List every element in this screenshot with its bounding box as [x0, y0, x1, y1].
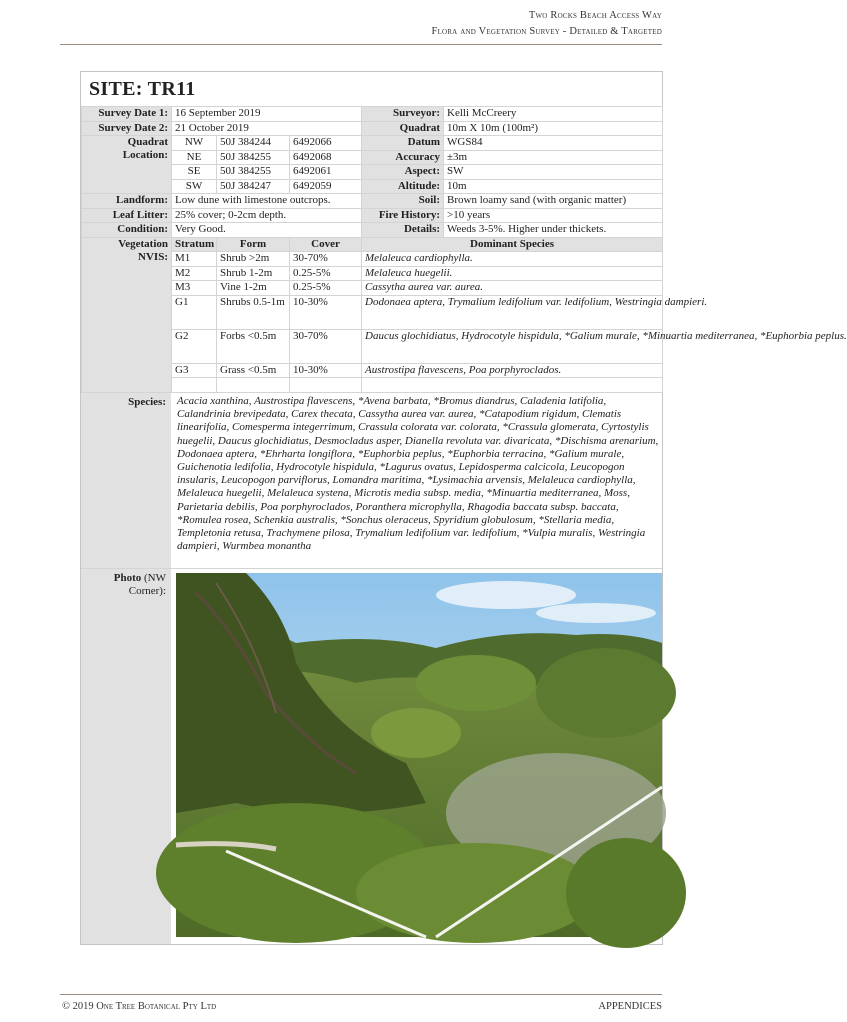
empty-cell: [362, 378, 663, 393]
leaf-litter-label: Leaf Litter:: [82, 208, 172, 223]
cover-cell: 10-30%: [290, 363, 362, 378]
fire-history: >10 years: [444, 208, 663, 223]
details-label: Details:: [362, 223, 444, 238]
location-label-line2: Location:: [122, 149, 168, 161]
form-cell: Shrub >2m: [217, 252, 290, 267]
stratum-cell: M1: [172, 252, 217, 267]
corner-northing: 6492059: [290, 179, 362, 194]
site-title: SITE: TR11: [89, 78, 196, 100]
stratum-cell: G1: [172, 295, 217, 329]
survey-date-1: 16 September 2019: [172, 107, 362, 122]
cover-cell: 0.25-5%: [290, 281, 362, 296]
dominant-species-cell: [362, 266, 663, 281]
vegetation-nvis-label: [82, 237, 172, 392]
photo-label: [81, 569, 171, 944]
cover-cell: 0.25-5%: [290, 266, 362, 281]
species-text: Melaleuca huegelii.: [365, 266, 453, 279]
cover-cell: 10-30%: [290, 295, 362, 329]
stratum-cell: G3: [172, 363, 217, 378]
surveyor-label: Surveyor:: [362, 107, 444, 122]
dominant-species-cell: [362, 281, 663, 296]
vegetation-label-line2: NVIS:: [138, 250, 168, 263]
photo-section: [81, 568, 662, 944]
species-section: [81, 392, 662, 568]
surveyor: Kelli McCreery: [444, 107, 663, 122]
condition-label: Condition:: [82, 223, 172, 238]
fire-history-label: Fire History:: [362, 208, 444, 223]
header-report-title: Flora and Vegetation Survey - Detailed & Targeted: [431, 26, 662, 37]
altitude-label: Altitude:: [362, 179, 444, 194]
footer-copyright: © 2019 One Tree Botanical Pty Ltd: [62, 1001, 217, 1012]
leaf-litter: 25% cover; 0-2cm depth.: [172, 208, 362, 223]
soil: Brown loamy sand (with organic matter): [444, 194, 663, 209]
condition: Very Good.: [172, 223, 362, 238]
soil-label: Soil:: [362, 194, 444, 209]
accuracy-label: Accuracy: [362, 150, 444, 165]
empty-cell: [217, 378, 290, 393]
species-text: Melaleuca cardiophylla.: [365, 252, 473, 264]
header-divider: [60, 44, 662, 45]
corner-pos: SE: [172, 165, 217, 180]
footer-section-name: APPENDICES: [598, 1001, 662, 1012]
aspect-label: Aspect:: [362, 165, 444, 180]
form-cell: Grass <0.5m: [217, 363, 290, 378]
empty-cell: [172, 378, 217, 393]
dominant-species-cell: [362, 252, 663, 267]
vegetation-label-line1: Vegetation: [118, 237, 168, 250]
quadrat-label: Quadrat: [362, 121, 444, 136]
corner-easting: 50J 384247: [217, 179, 290, 194]
species-text: Daucus glochidiatus, Hydrocotyle hispidula, *Galium murale, *Minuartia mediterranea, *Euphorbia peplus.: [365, 329, 847, 342]
form-cell: Forbs <0.5m: [217, 329, 290, 363]
corner-pos: NE: [172, 150, 217, 165]
site-photo: [176, 573, 662, 937]
accuracy: ±3m: [444, 150, 663, 165]
landform: Low dune with limestone outcrops.: [172, 194, 362, 209]
site-sheet: [80, 71, 847, 945]
form-header: Form: [217, 237, 290, 252]
altitude: 10m: [444, 179, 663, 194]
dominant-species-cell: [362, 295, 708, 329]
survey-date-1-label: Survey Date 1:: [82, 107, 172, 122]
cover-header: Cover: [290, 237, 362, 252]
corner-easting: 50J 384255: [217, 150, 290, 165]
cover-cell: 30-70%: [290, 252, 362, 267]
stratum-cell: M2: [172, 266, 217, 281]
dominant-species-header: Dominant Species: [362, 237, 663, 252]
corner-northing: 6492066: [290, 136, 362, 151]
location-label-line1: Quadrat: [127, 136, 168, 148]
survey-date-2-label: Survey Date 2:: [82, 121, 172, 136]
running-header: [432, 8, 662, 40]
corner-pos: SW: [172, 179, 217, 194]
survey-date-2: 21 October 2019: [172, 121, 362, 136]
datum-label: Datum: [362, 136, 444, 151]
species-text: Austrostipa flavescens, Poa porphyroclados.: [365, 363, 562, 376]
quadrat-size: 10m X 10m (100m²): [444, 121, 663, 136]
form-cell: Shrub 1-2m: [217, 266, 290, 281]
header-project-title: Two Rocks Beach Access Way: [528, 10, 662, 21]
details: Weeds 3-5%. Higher under thickets.: [444, 223, 663, 238]
aspect: SW: [444, 165, 663, 180]
corner-northing: 6492061: [290, 165, 362, 180]
quadrat-location-label: [82, 136, 172, 194]
stratum-header: Stratum: [172, 237, 217, 252]
landform-label: Landform:: [82, 194, 172, 209]
species-text: Cassytha aurea var. aurea.: [365, 281, 484, 293]
footer-divider: [60, 994, 662, 995]
empty-cell: [290, 378, 362, 393]
corner-easting: 50J 384244: [217, 136, 290, 151]
species-label: Species:: [81, 393, 171, 568]
photo-label-rest: (NW Corner):: [128, 572, 166, 597]
datum: WGS84: [444, 136, 663, 151]
photo-label-bold: Photo: [113, 572, 142, 584]
form-cell: Vine 1-2m: [217, 281, 290, 296]
species-text: Dodonaea aptera, Trymalium ledifolium var. ledifolium, Westringia dampieri.: [365, 295, 708, 308]
species-list: Acacia xanthina, Austrostipa flavescens, *Avena barbata, *Bromus diandrus, Caladenia latifolia, Calandrinia brevipedata, Carex thecata, Cassytha aurea var. aurea, *Catapodium rigidum, Clematis linearifolia, Comesperma integerrimum, Crassula colorata var. colorata, *Crassula glomerata, Cyrtostylis huegelii, Daucus glochidiatus, Desmocladus asper, Dianella revoluta var. divaricata, *Dischisma arenarium, Dodonaea aptera, *Ehrharta longiflora, *Euphorbia peplus, *Euphorbia terracina, *Galium murale, Guichenotia ledifolia, Hydrocotyle hispidula, *Lagurus ovatus, Lepidosperma calcicola, Leucopogon insularis, Leucopogon parviflorus, Lomandra maritima, *Lysimachia arvensis, Melaleuca cardiophylla, Melaleuca huegelii, Melaleuca systena, Microtis media subsp. media, *Minuartia mediterranea, Moss, Parietaria debilis, Poa porphyroclados, Poranthera microphylla, Rhagodia baccata subsp. baccata, *Romulea rosea, Schenkia australis, *Sonchus oleraceus, Spyridium globulosum, *Stellaria media, Templetonia retusa, Trachymene pilosa, Trymalium ledifolium var. ledifolium, *Vulpia muralis, Westringia dampieri, Wurmbea monantha: [177, 395, 659, 553]
dominant-species-cell: [362, 329, 847, 363]
stratum-cell: M3: [172, 281, 217, 296]
corner-northing: 6492068: [290, 150, 362, 165]
site-details-table: [81, 106, 847, 393]
cover-cell: 30-70%: [290, 329, 362, 363]
dominant-species-cell: [362, 363, 663, 378]
corner-pos: NW: [172, 136, 217, 151]
stratum-cell: G2: [172, 329, 217, 363]
corner-easting: 50J 384255: [217, 165, 290, 180]
form-cell: Shrubs 0.5-1m: [217, 295, 290, 329]
